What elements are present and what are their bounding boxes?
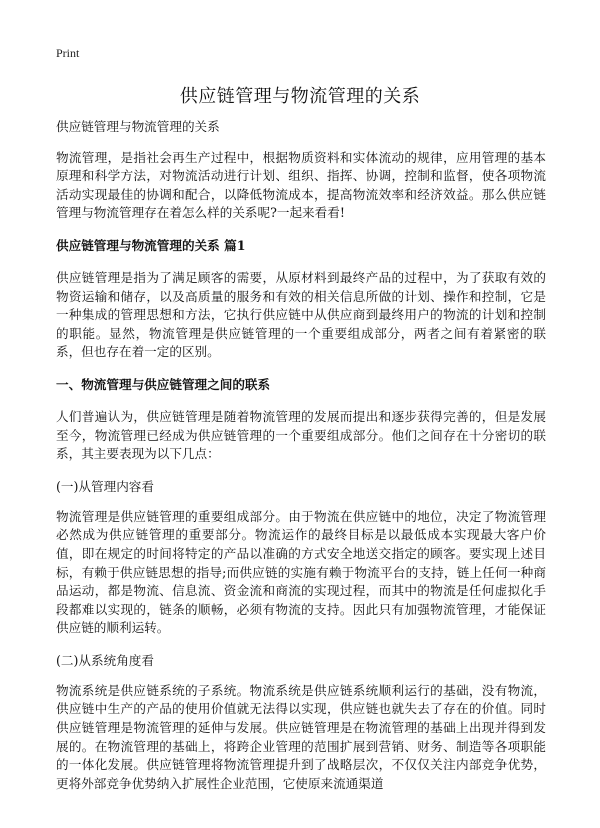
subsection-heading-1: (一)从管理内容看 bbox=[56, 478, 154, 494]
subsection-paragraph-1: 物流管理是供应链管理的重要组成部分。由于物流在供应链中的地位，决定了物流管理必然成为供应链管理的重要部分。物流运作的最终目标是以最低成本实现最大客户价值，即在规定的时间将特定的产品以准确的方式安全地送交指定的顾客。要实现上述目标，有赖于供应链思想的指导;而供应链的实施有赖于物流平台的支持，链上任何一种商品运动，都是物流、信息流、资金流和商流的实现过程，而其中的物流是任何虚拟化手段都难以实现的，链条的顺畅，必须有物流的支持。因此只有加强物流管理，才能保证供应链的顺利运转。 bbox=[56, 508, 546, 636]
article-body bbox=[56, 118, 546, 807]
page-title: 供应链管理与物流管理的关系 bbox=[179, 86, 421, 107]
section-heading-1: 一、物流管理与供应链管理之间的联系 bbox=[56, 376, 271, 392]
article-subtitle: 供应链管理与物流管理的关系 bbox=[56, 119, 220, 134]
subsection-paragraph-2: 物流系统是供应链系统的子系统。物流系统是供应链系统顺利运行的基础，没有物流，供应链中生产的产品的使用价值就无法得以实现，供应链也就失去了存在的价值。同时供应链管理是物流管理的延伸与发展。供应链管理是在物流管理的基础上出现并得到发展的。在物流管理的基础上，将跨企业管理的范围扩展到营销、财务、制造等各项职能的一体化发展。供应链管理将物流管理提升到了战略层次，不仅仅关注内部竞争优势，更将外部竞争优势纳入扩展性企业范围，它使原来流通渠道 bbox=[56, 682, 546, 791]
article-paragraph-1: 供应链管理是指为了满足顾客的需要，从原材料到最终产品的过程中，为了获取有效的物资运输和储存，以及高质量的服务和有效的相关信息所做的计划、操作和控制，它是一种集成的管理思想和方法，它执行供应链中从供应商到最终用户的物流的计划和控制的职能。显然，物流管理是供应链管理的一个重要组成部分，两者之间有着紧密的联系，但也存在着一定的区别。 bbox=[56, 269, 546, 360]
intro-paragraph: 物流管理，是指社会再生产过程中，根据物质资料和实体流动的规律，应用管理的基本原理和科学方法，对物流活动进行计划、组织、指挥、协调，控制和监督，使各项物流活动实现最佳的协调和配合，以降低物流成本，提高物流效率和经济效益。那么供应链管理与物流管理存在着怎么样的关系呢?一起来看看! bbox=[56, 149, 546, 221]
print-link[interactable]: Print bbox=[56, 46, 80, 60]
section-paragraph-1: 人们普遍认为，供应链管理是随着物流管理的发展而提出和逐步获得完善的，但是发展至今，物流管理已经成为供应链管理的一个重要组成部分。他们之间存在十分密切的联系，其主要表现为以下几点： bbox=[56, 408, 546, 462]
article-heading: 供应链管理与物流管理的关系 篇1 bbox=[56, 237, 246, 253]
subsection-heading-2: (二)从系统角度看 bbox=[56, 652, 154, 668]
